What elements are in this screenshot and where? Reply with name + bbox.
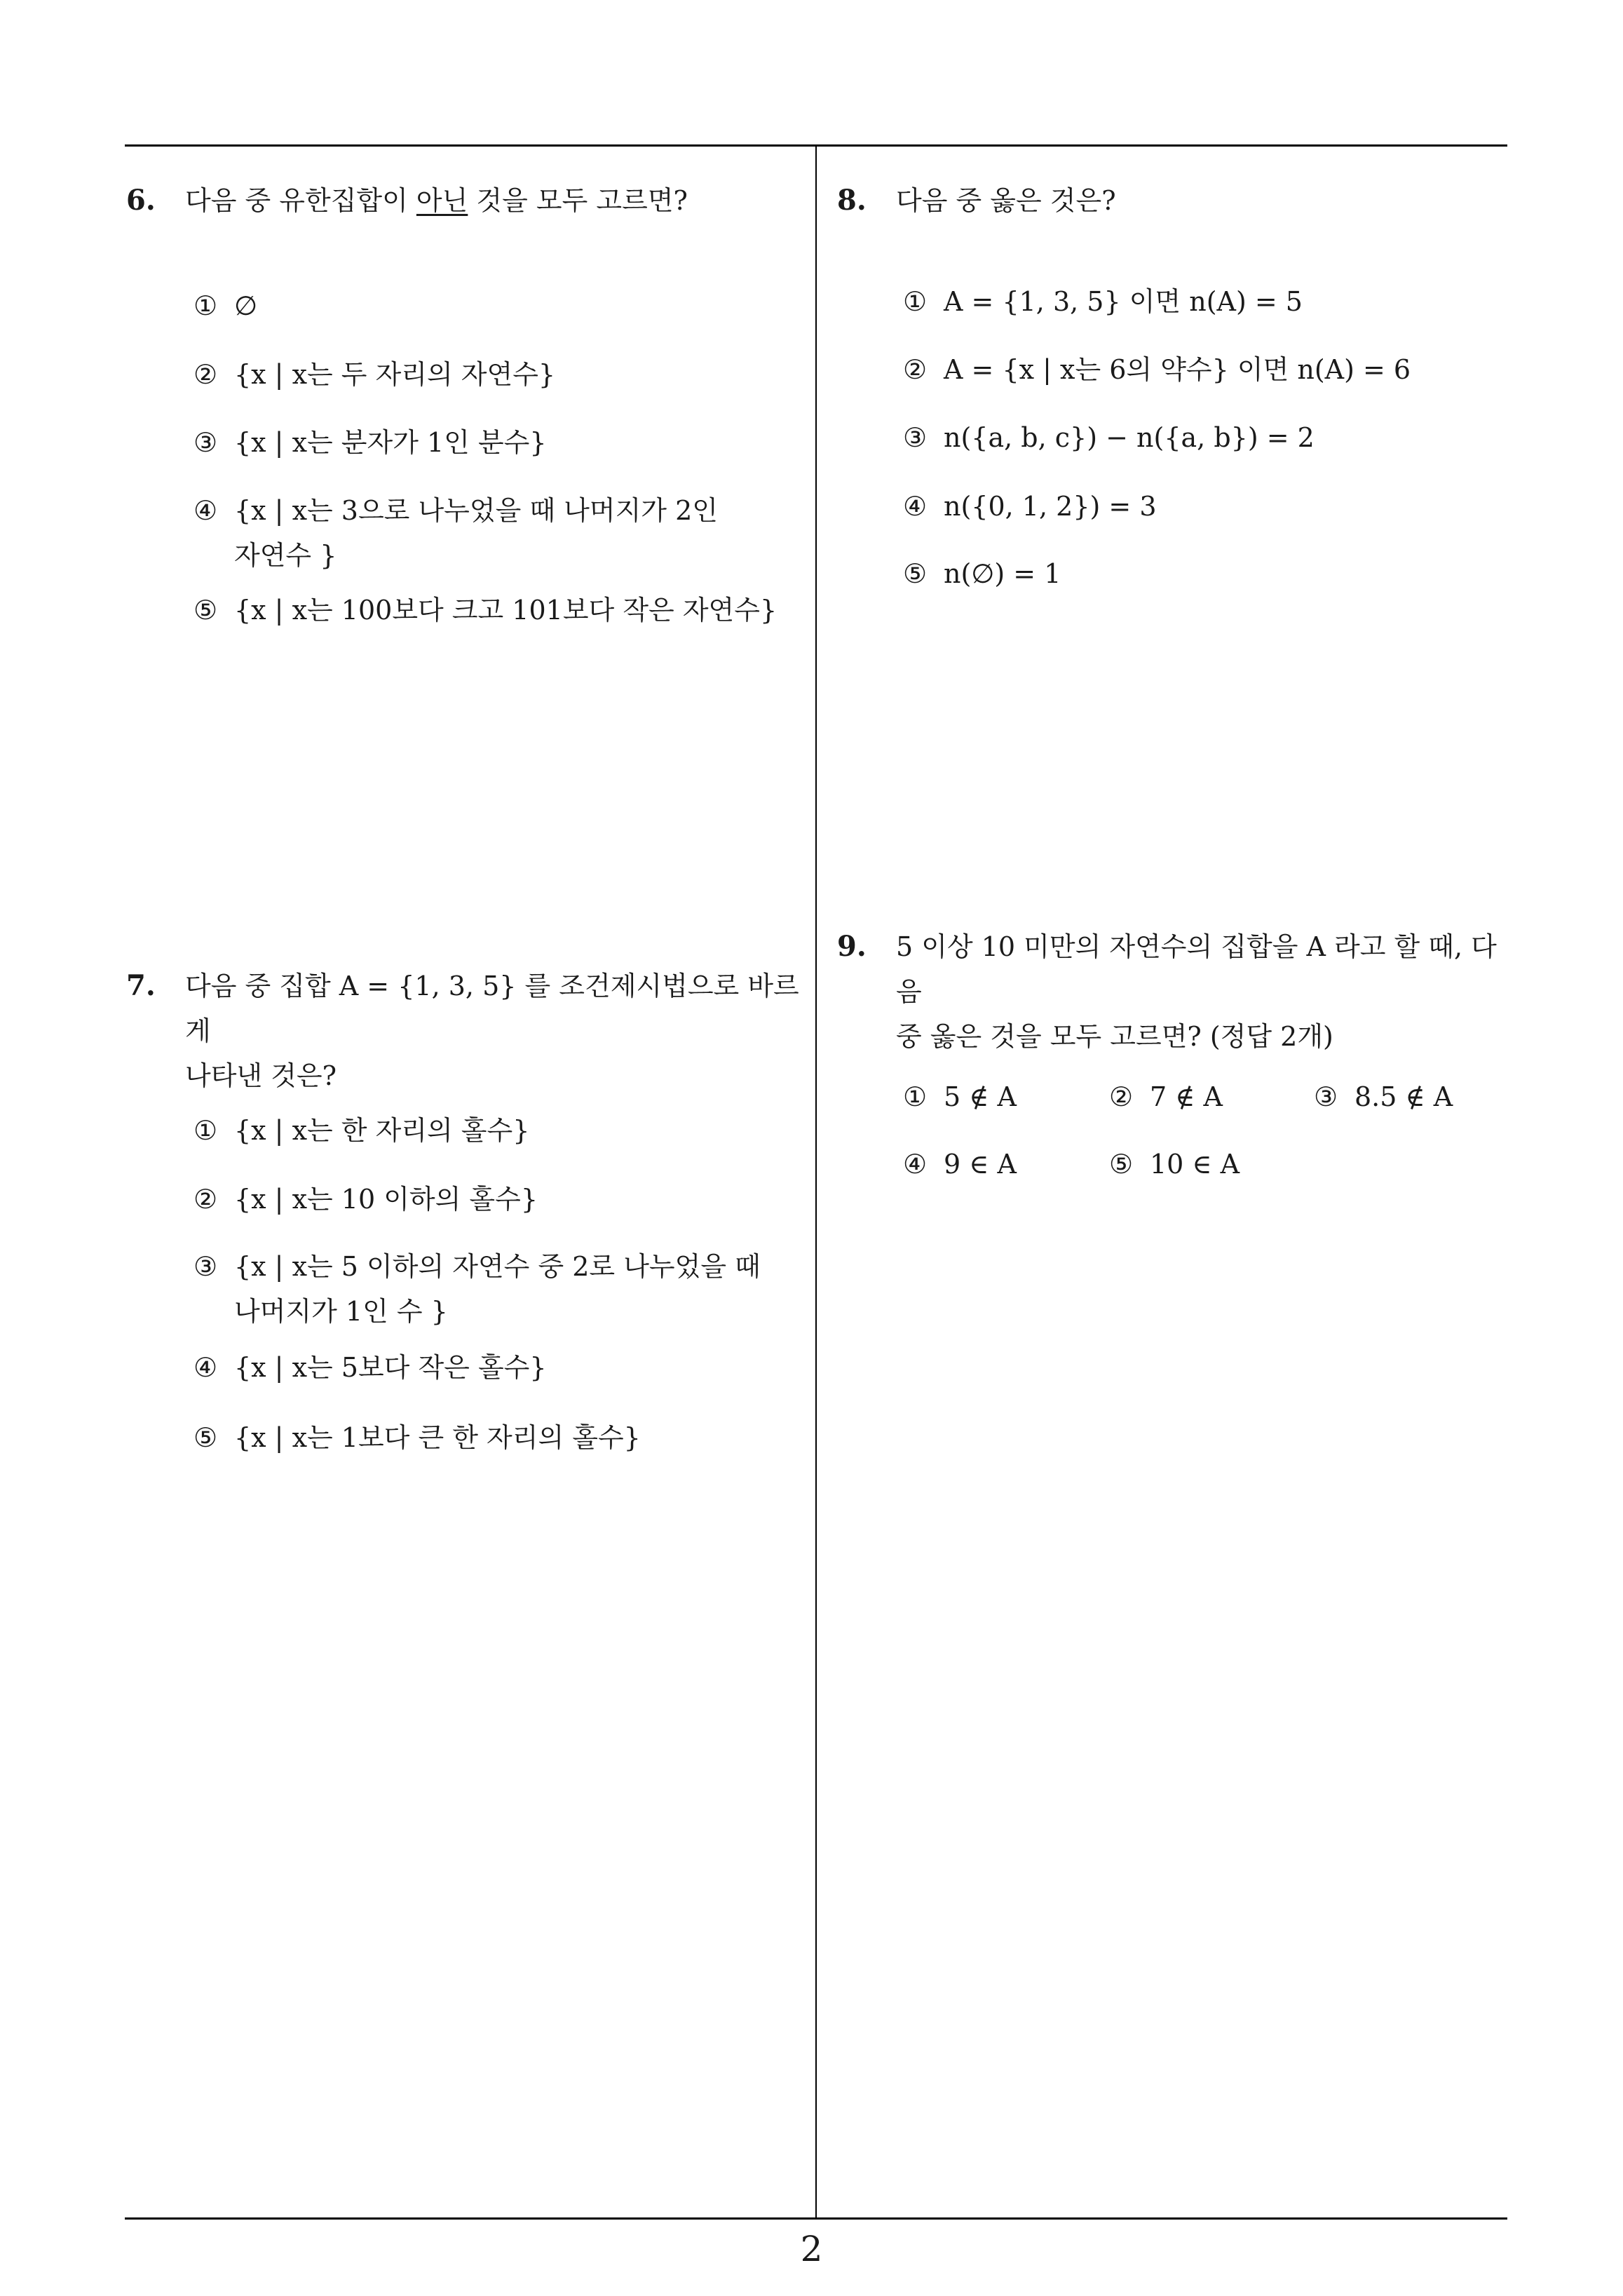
question-text: 5 이상 10 미만의 자연수의 집합을 A 라고 할 때, 다음 중 옳은 것을 모두 고르면? (정답 2개) xyxy=(896,931,1497,1052)
q9-choice-2[interactable]: ② 7 ∉ A xyxy=(1109,1081,1223,1112)
question-7 xyxy=(126,964,806,1091)
q7-choice-2[interactable]: ② {x | x는 10 이하의 홀수} xyxy=(193,1184,538,1215)
q9-choice-3[interactable]: ③ 8.5 ∉ A xyxy=(1314,1081,1453,1112)
question-8 xyxy=(837,178,1496,227)
q6-choice-1[interactable]: ① ∅ xyxy=(193,290,258,321)
question-text: 다음 중 옳은 것은? xyxy=(896,185,1116,216)
q8-choice-2[interactable]: ② A = {x | x는 6의 약수} 이면 n(A) = 6 xyxy=(903,354,1411,385)
q6-choice-4[interactable]: ④ {x | x는 3으로 나누었을 때 나머지가 2인 자연수 } xyxy=(193,495,718,571)
question-text: 다음 중 집합 A = {1, 3, 5} 를 조건제시법으로 바르게 나타낸 것은? xyxy=(185,971,799,1091)
q8-choice-3[interactable]: ③ n({a, b, c}) − n({a, b}) = 2 xyxy=(903,422,1315,453)
q8-choice-4[interactable]: ④ n({0, 1, 2}) = 3 xyxy=(903,491,1157,522)
question-number: 6. xyxy=(126,184,156,217)
q7-choice-4[interactable]: ④ {x | x는 5보다 작은 홀수} xyxy=(193,1352,547,1383)
question-number: 8. xyxy=(837,184,867,217)
q9-choice-1[interactable]: ① 5 ∉ A xyxy=(903,1081,1017,1112)
bottom-rule xyxy=(125,2217,1507,2220)
q8-choice-5[interactable]: ⑤ n(∅) = 1 xyxy=(903,558,1061,589)
q8-choice-1[interactable]: ① A = {1, 3, 5} 이면 n(A) = 5 xyxy=(903,286,1303,317)
q7-choice-1[interactable]: ① {x | x는 한 자리의 홀수} xyxy=(193,1115,530,1146)
page-number: 2 xyxy=(800,2229,823,2269)
q6-choice-3[interactable]: ③ {x | x는 분자가 1인 분수} xyxy=(193,427,547,458)
question-6 xyxy=(126,178,799,227)
q9-choice-5[interactable]: ⑤ 10 ∈ A xyxy=(1109,1149,1240,1180)
question-number: 7. xyxy=(126,969,156,1002)
q6-choice-2[interactable]: ② {x | x는 두 자리의 자연수} xyxy=(193,359,556,390)
column-divider xyxy=(815,144,817,2219)
q7-choice-5[interactable]: ⑤ {x | x는 1보다 큰 한 자리의 홀수} xyxy=(193,1422,641,1453)
q7-choice-3[interactable]: ③ {x | x는 5 이하의 자연수 중 2로 나누었을 때 나머지가 1인 수 } xyxy=(193,1251,761,1327)
question-text: 다음 중 유한집합이 아닌 것을 모두 고르면? xyxy=(185,185,688,216)
q9-choice-4[interactable]: ④ 9 ∈ A xyxy=(903,1149,1017,1180)
underlined-word: 아닌 xyxy=(416,185,468,216)
question-number: 9. xyxy=(837,930,867,963)
question-9 xyxy=(837,924,1510,1052)
q6-choice-5[interactable]: ⑤ {x | x는 100보다 크고 101보다 작은 자연수} xyxy=(193,595,777,626)
